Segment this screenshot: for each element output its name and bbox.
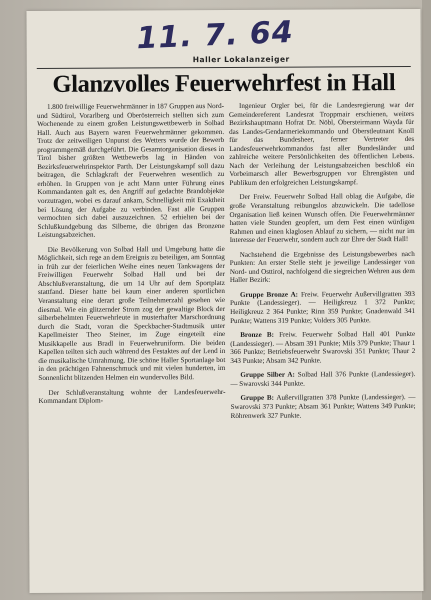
paragraph: Der Freiw. Feuerwehr Solbad Hall oblag die Aufgabe, die große Veranstaltung reibungslos abzuwickeln. Die tadellose Organisation ließ keinen Wunsch offen. Die Feuerwehrmänner hatten viele Stunden geopfert, um dem Fest einen würdigen Rahmen und einen klaglosen Ablauf zu sichern, — nicht nur im Interesse der Feuerwehr, sondern auch zur Ehre der Stadt Hall! bbox=[229, 192, 415, 245]
result-label: Gruppe Silber A: bbox=[240, 370, 295, 380]
paragraph: 1.800 freiwillige Feuerwehrmänner in 187 Gruppen aus Nord- und Südtirol, Vorarlberg und Oberösterreich stellten sich zum Wochenende zu einem großen Leistungswettbewerb in Solbad Hall. Auch aus Bayern waren Feuerwehrmänner gekommen. Trotz der zeitweiligen Unpunst des Wetters wurde der Bewerb programmgemäß durchgeführt. Die Gesamtorganisation dieses in Tirol bisher größten Wettbewerbs lag in Händen von Bezirksfeuerwehrinspektor Parth. Der Leistungskampf soll dazu beitragen, die Schlagkraft der Feuerwehren wesentlich zu erhöhen. In Gruppen von je acht Mann unter Führung eines Kommandanten galt es, den Angriff auf gedachte Brandobjekte vorzutragen, wobei es darauf ankam, Schnelligkeit mit Exaktheit bei Lösung der Aufgabe zu verbinden. Fast alle Gruppen vermochten sich dabei auszuzeichnen. 52 erhielten bei der Schlußkundgebung das Silberne, die übrigen das Bronzene Leistungsabzeichen. bbox=[37, 102, 225, 240]
result-entry bbox=[230, 370, 415, 388]
result-label: Gruppe Bronze A: bbox=[239, 290, 299, 299]
result-text: Freiw. Feuerwehr Außervillgratten 393 Punkte (Landessieger). — Heiligkreuz 1 372 Punkte; Heiligkreuz 2 364 Punkte; Rinn 359 Punkte; Gnadenwald 341 Punkte; Wattens 319 Punkte; Volders 305 Punkte. bbox=[229, 289, 416, 325]
paragraph: Die Bevölkerung von Solbad Hall und Umgebung hatte die Möglichkeit, sich rege an dem Ereignis zu beteiligen, am Sonntag in früh zur der feierlichen Weihe eines neuen Tankwagens der Freiwilligen Feuerwehr Solbad Hall und bei der Abschlußveranstaltung, die um 14 Uhr auf dem Sportplatz stattfand. Dieser hatte bei kaum einer anderen sportlichen Veranstaltung eine derart große Teilnehmerzahl gesehen wie diesmal. Wie ein glitzernder Strom zog der gewaltige Block der silberbehelmten Feuerwehrleute in musterhafter Marschordnung durch die Stadt, voran die Speckbacher-Stadtmusik unter Kapellmeister Theo Steiner, im Zuge eingeteilt eine Musikkapelle aus Bradl in Feuerwehruniform. Die beiden Kapellen teilten sich auch während des Festaktes auf der Lend in die musikalische Umrahmung. Die schöne Haller Sportanlage bot in den prächtigen Fahnenschmuck und mit vielen hunderten, im Sonnenlicht blitzenden Helmen ein wundervolles Bild. bbox=[37, 244, 226, 382]
result-label: Gruppe B: bbox=[240, 394, 275, 403]
newspaper-source: Haller Lokalanzeiger bbox=[192, 54, 290, 65]
paragraph: Ingenieur Orgler bei, für die Landesregierung war der Gemeindereferent Landesrat Troppmair erschienen, weiters Bezirkshauptmann Hofrat Dr. Nöbl, Obersteirmann Wayda für das Landes-Gendarmeriekommando und Oberstleutnant Knoll für das Bundesheer, ferner Vertreter des Landesfeuerwehrkommandos fast aller Bundesländer und zahlreiche weitere Persönlichkeiten des öffentlichen Lebens. Nach der Verleihung der Leistungsabzeichen beschloß ein Vorbeimarsch aller Bewerbsgruppen vor Ehrengästen und Publikum den erfolgreichen Leistungskampf. bbox=[229, 101, 415, 187]
article-column-left bbox=[37, 102, 226, 406]
result-entry bbox=[230, 290, 415, 325]
result-text: Solbad Hall 376 Punkte (Landessieger). — Swarovski 344 Punkte. bbox=[230, 370, 416, 388]
newspaper-clipping bbox=[26, 9, 423, 593]
result-label: Bronze B: bbox=[240, 330, 274, 340]
headline: Glanzvolles Feuerwehrfest in Hall bbox=[52, 69, 396, 98]
result-entry bbox=[230, 393, 415, 420]
handwritten-date: 11. 7. 64 bbox=[135, 14, 295, 57]
result-text: Außervillgratten 378 Punkte (Landessieger). — Swarovski 373 Punkte; Absam 361 Punkte; Wattens 349 Punkte; Röhrenwerk 327 Punkte. bbox=[230, 393, 416, 420]
result-text: Freiw. Feuerwehr Solbad Hall 401 Punkte (Landessieger). — Absam 391 Punkte; Mils 379 Punkte; Thaur 1 366 Punkte; Betriebsfeuerwehr Swarovski 351 Punkte; Thaur 2 343 Punkte; Absam 342 Punkte. bbox=[230, 330, 416, 365]
article-column-right bbox=[229, 101, 416, 420]
result-entry bbox=[230, 330, 415, 365]
paragraph: Nachstehend die Ergebnisse des Leistungsbewerbes nach Punkten: An erster Stelle steht je jeweilige Landessieger von Nord- und Osttirol, nachfolgend die siegreichen Wehren aus dem Haller Bezirk: bbox=[229, 249, 415, 285]
album-page-edge bbox=[422, 0, 431, 600]
paragraph: Der Schlußveranstaltung wohnte der Landesfeuerwehr-Kommandant Diplom- bbox=[38, 387, 226, 406]
